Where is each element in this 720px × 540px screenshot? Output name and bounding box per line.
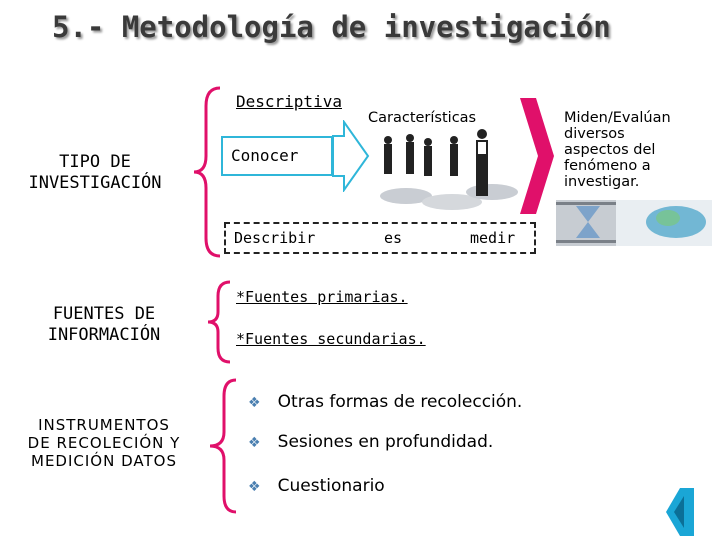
es-label: es	[384, 229, 403, 247]
medir-label: medir	[470, 229, 516, 247]
diamond-bullet-icon: ❖	[248, 479, 261, 495]
miden-line: aspectos del	[564, 142, 656, 158]
diamond-bullet-icon: ❖	[248, 435, 261, 451]
diamond-bullet-icon: ❖	[248, 395, 261, 411]
instrumentos-list-item	[248, 392, 522, 412]
instrumentos-item-label: Sesiones en profundidad.	[277, 432, 494, 452]
caracteristicas-label: Características	[368, 110, 477, 126]
instrumentos-brace	[206, 378, 240, 514]
conocer-arrow-icon	[330, 120, 370, 192]
fuentes-brace	[204, 280, 234, 364]
fuentes-item: *Fuentes secundarias.	[236, 330, 426, 348]
miden-line: investigar.	[564, 174, 640, 190]
instrumentos-label-line: DE RECOLECIÓN Y	[27, 434, 181, 452]
descriptiva-label: Descriptiva	[236, 92, 342, 111]
page-title: 5.- Metodología de investigación	[52, 10, 611, 44]
tipo-label	[10, 152, 180, 194]
back-arrow-button[interactable]	[664, 486, 696, 538]
instrumentos-list-item	[248, 476, 385, 496]
business-people-image	[366, 128, 524, 212]
chevron-right-icon	[518, 96, 556, 216]
miden-line: Miden/Evalúan	[564, 110, 671, 126]
miden-line: diversos	[564, 126, 625, 142]
fuentes-label-line1: FUENTES DE	[52, 304, 156, 324]
instrumentos-item-label: Cuestionario	[277, 476, 385, 496]
describir-label: Describir	[234, 229, 316, 247]
instrumentos-item-label: Otras formas de recolección.	[277, 392, 523, 412]
instrumentos-list-item	[248, 432, 493, 452]
instrumentos-label-line: MEDICIÓN DATOS	[31, 452, 177, 470]
miden-text	[564, 110, 671, 190]
instrumentos-label-line: INSTRUMENTOS	[38, 416, 170, 434]
instrumentos-label	[4, 416, 204, 470]
hourglass-image	[556, 200, 712, 246]
miden-line: fenómeno a	[564, 158, 651, 174]
tipo-label-line1: TIPO DE	[59, 152, 131, 172]
conocer-label: Conocer	[231, 146, 299, 165]
fuentes-item: *Fuentes primarias.	[236, 288, 408, 306]
fuentes-label-line2: INFORMACIÓN	[47, 325, 161, 345]
tipo-label-line2: INVESTIGACIÓN	[28, 173, 162, 193]
fuentes-label	[14, 304, 194, 346]
